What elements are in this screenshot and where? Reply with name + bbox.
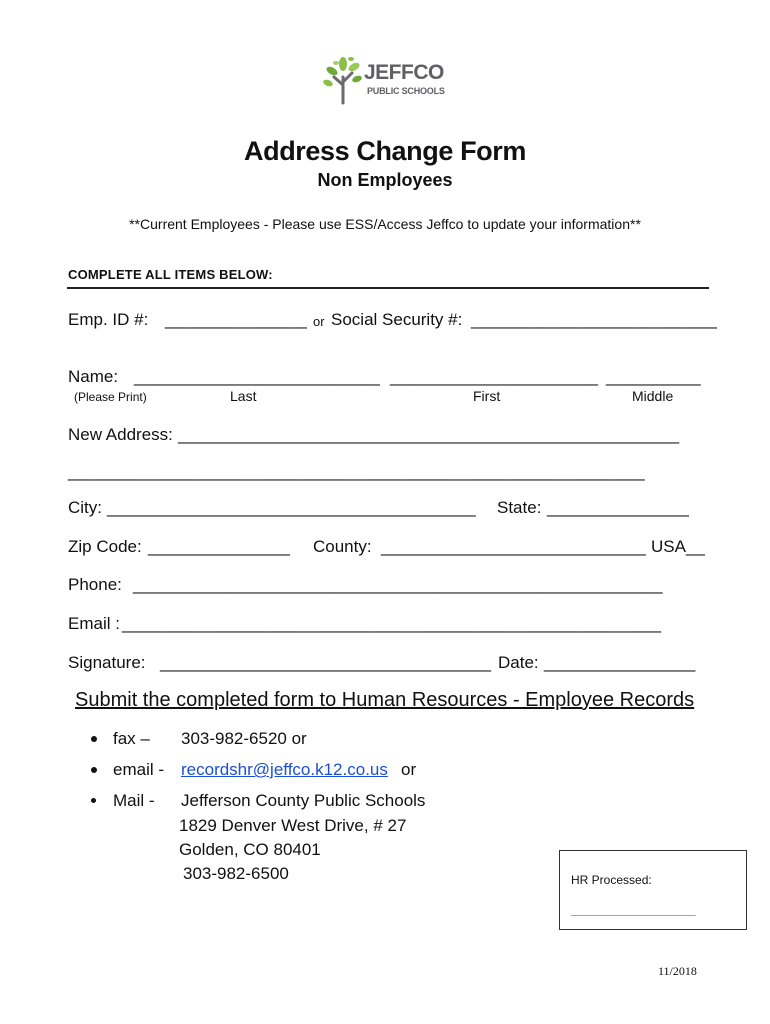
zip-field[interactable]: _______________ — [148, 537, 290, 556]
ssn-label: Social Security #: — [331, 310, 463, 329]
county-field[interactable]: ____________________________ — [381, 537, 646, 556]
submit-heading: Submit the completed form to Human Resources - Employee Records — [75, 689, 695, 711]
name-label: Name: — [68, 367, 119, 386]
phone-field[interactable]: ________________________________________________________ — [133, 575, 663, 594]
hr-processed-box — [559, 850, 747, 930]
signature-label: Signature: — [68, 653, 146, 672]
jeffco-logo — [322, 55, 452, 105]
employee-notice: **Current Employees - Please use ESS/Access Jeffco to update your information** — [129, 216, 641, 232]
last-name-field[interactable]: __________________________ — [134, 367, 380, 386]
page-subtitle: Non Employees — [317, 170, 453, 190]
signature-field[interactable]: ___________________________________ — [160, 653, 491, 672]
email-link[interactable]: recordshr@jeffco.k12.co.us — [181, 760, 388, 779]
page-title: Address Change Form — [244, 136, 526, 166]
address-field-line2[interactable]: _____________________________________________________________ — [68, 462, 645, 481]
city-field[interactable]: _______________________________________ — [107, 498, 476, 517]
emp-id-label: Emp. ID #: — [68, 310, 149, 329]
or-label: or — [313, 314, 325, 329]
form-revision-date: 11/2018 — [658, 964, 697, 978]
mail-phone: 303-982-6500 — [183, 864, 289, 883]
emp-id-field[interactable]: _______________ — [165, 310, 307, 329]
bullet-icon — [91, 736, 97, 742]
mail-label: Mail - — [113, 791, 155, 810]
email-method-label: email - — [113, 760, 165, 779]
mail-address-line1: Jefferson County Public Schools — [181, 791, 426, 810]
last-caption: Last — [230, 388, 257, 404]
city-label: City: — [68, 498, 102, 517]
phone-label: Phone: — [68, 575, 122, 594]
logo-subtitle: PUBLIC SCHOOLS — [367, 86, 445, 96]
country-text: USA__ — [651, 537, 705, 556]
hr-processed-label: HR Processed: — [571, 873, 652, 887]
email-label: Email : — [68, 614, 120, 633]
hr-processed-line: ____________________________ — [571, 907, 696, 916]
date-field[interactable]: ________________ — [544, 653, 696, 672]
ssn-field[interactable]: __________________________ — [471, 310, 717, 329]
address-label: New Address: — [68, 425, 173, 444]
middle-name-field[interactable]: __________ — [606, 367, 701, 386]
logo-wordmark: JEFFCO — [364, 61, 444, 84]
please-print-note: (Please Print) — [74, 390, 147, 404]
date-label: Date: — [498, 653, 539, 672]
heading-divider — [67, 287, 709, 289]
state-label: State: — [497, 498, 542, 517]
section-heading: COMPLETE ALL ITEMS BELOW: — [68, 267, 273, 282]
state-field[interactable]: _______________ — [547, 498, 689, 517]
mail-address-line2: 1829 Denver West Drive, # 27 — [179, 816, 407, 835]
email-or-text: or — [401, 760, 417, 779]
bullet-icon — [91, 767, 97, 773]
county-label: County: — [313, 537, 372, 556]
first-caption: First — [473, 388, 501, 404]
mail-address-line3: Golden, CO 80401 — [179, 840, 321, 859]
first-name-field[interactable]: ______________________ — [390, 367, 599, 386]
address-field-line1[interactable]: _____________________________________________________ — [178, 425, 680, 444]
middle-caption: Middle — [632, 388, 674, 404]
bullet-icon — [91, 798, 96, 803]
zip-label: Zip Code: — [68, 537, 142, 556]
fax-label: fax – — [113, 729, 150, 748]
tree-icon — [322, 55, 366, 105]
email-field[interactable]: _________________________________________________________ — [122, 614, 661, 633]
fax-number: 303-982-6520 or — [181, 729, 307, 748]
